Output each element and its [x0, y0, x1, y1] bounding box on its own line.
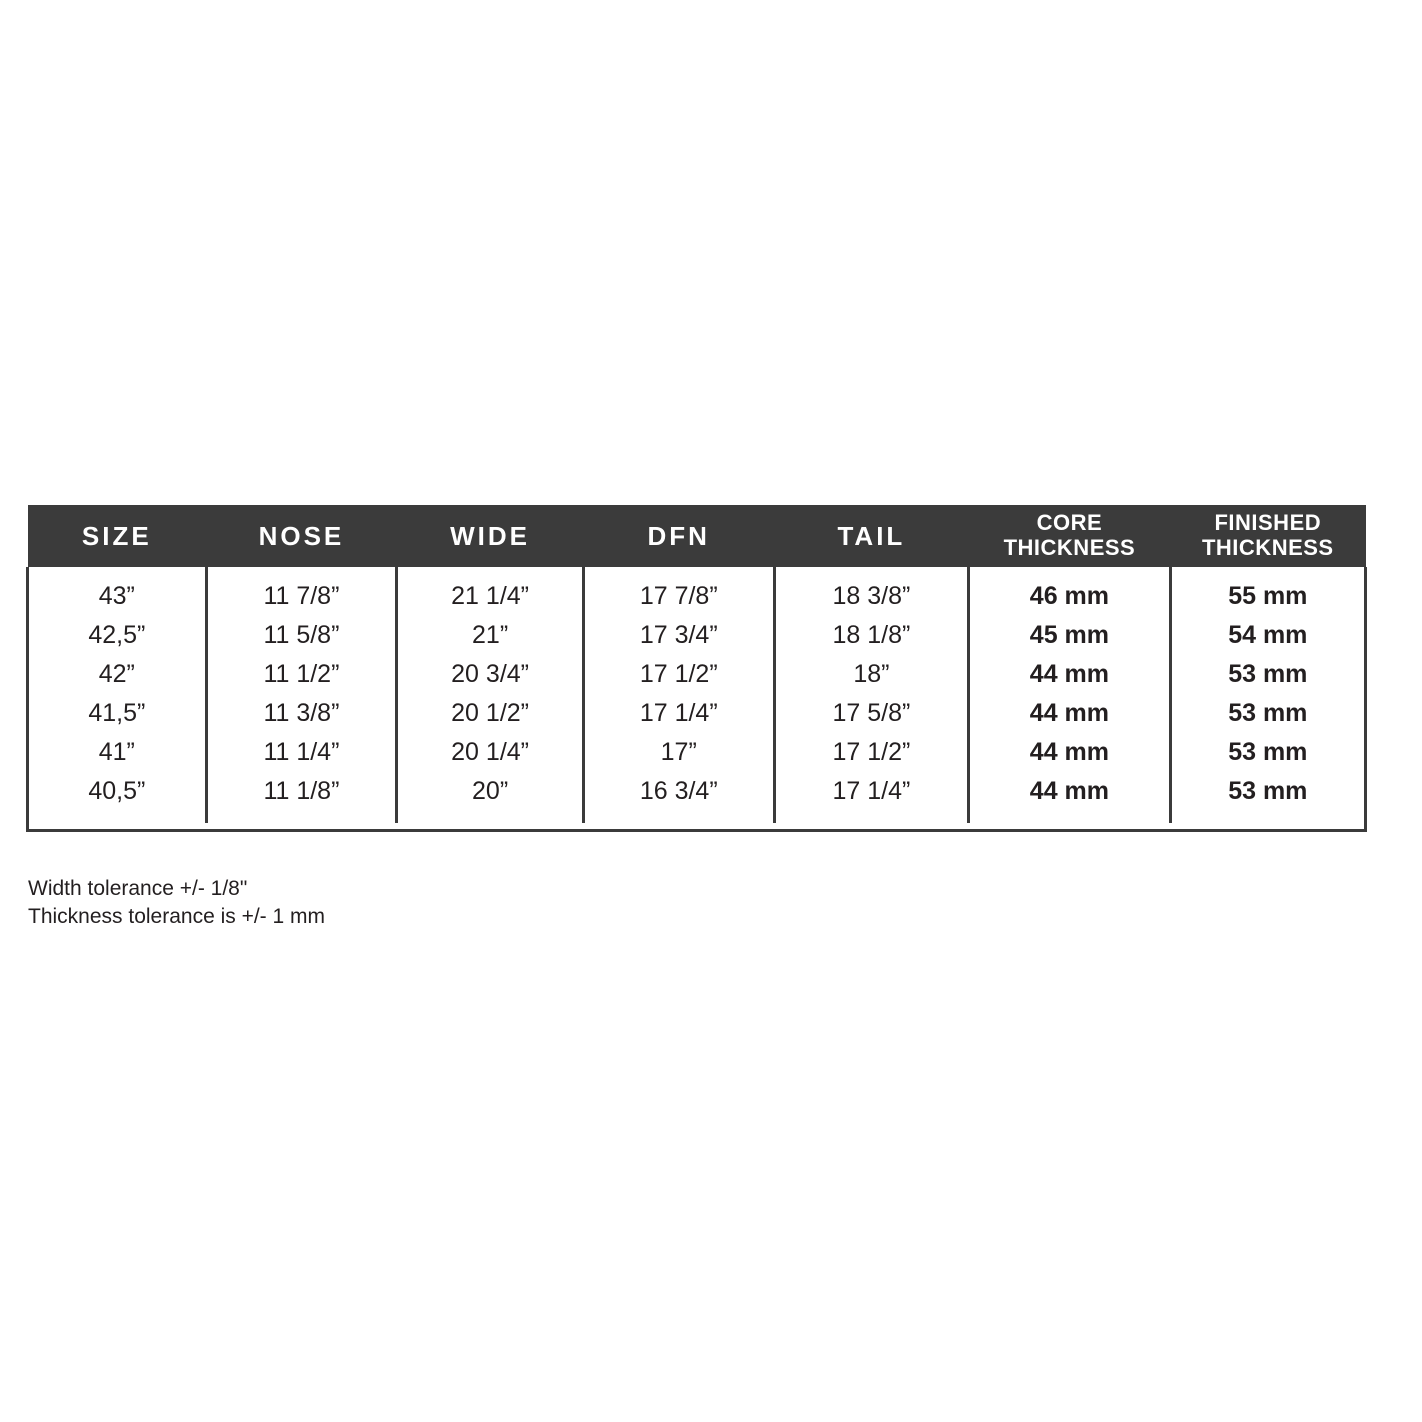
cell-finished-thickness: 54 mm: [1170, 616, 1365, 655]
cell-tail: 18 1/8”: [774, 616, 969, 655]
size-chart-table: [26, 505, 1367, 823]
table-row: [28, 567, 1366, 616]
column-header-nose: NOSE: [206, 505, 397, 567]
cell-wide: 21”: [397, 616, 584, 655]
cell-finished-thickness: 55 mm: [1170, 567, 1365, 616]
cell-size: 43”: [28, 567, 207, 616]
cell-finished-thickness: 53 mm: [1170, 694, 1365, 733]
cell-nose: 11 7/8”: [206, 567, 397, 616]
tolerance-notes: [28, 875, 325, 932]
cell-core-thickness: 44 mm: [969, 772, 1170, 823]
cell-tail: 18”: [774, 655, 969, 694]
cell-nose: 11 3/8”: [206, 694, 397, 733]
column-header-size: SIZE: [28, 505, 207, 567]
cell-core-thickness: 44 mm: [969, 733, 1170, 772]
table-header: [28, 505, 1366, 567]
cell-dfn: 17 1/4”: [583, 694, 774, 733]
cell-core-thickness: 45 mm: [969, 616, 1170, 655]
cell-core-thickness: 44 mm: [969, 694, 1170, 733]
cell-finished-thickness: 53 mm: [1170, 772, 1365, 823]
column-header-dfn: DFN: [583, 505, 774, 567]
cell-nose: 11 5/8”: [206, 616, 397, 655]
finished-thickness-line1: FINISHED: [1214, 510, 1322, 536]
core-thickness-line2: THICKNESS: [1003, 535, 1136, 560]
cell-wide: 20 3/4”: [397, 655, 584, 694]
cell-nose: 11 1/4”: [206, 733, 397, 772]
cell-size: 42,5”: [28, 616, 207, 655]
cell-wide: 20 1/4”: [397, 733, 584, 772]
size-chart-table-wrapper: [26, 505, 1367, 823]
column-header-wide: WIDE: [397, 505, 584, 567]
core-thickness-line1: CORE: [1036, 510, 1103, 536]
cell-wide: 20”: [397, 772, 584, 823]
cell-nose: 11 1/8”: [206, 772, 397, 823]
cell-wide: 21 1/4”: [397, 567, 584, 616]
cell-dfn: 17 7/8”: [583, 567, 774, 616]
cell-tail: 17 1/2”: [774, 733, 969, 772]
note-thickness-tolerance: Thickness tolerance is +/- 1 mm: [28, 905, 326, 929]
table-row: [28, 733, 1366, 772]
cell-core-thickness: 46 mm: [969, 567, 1170, 616]
cell-dfn: 17 3/4”: [583, 616, 774, 655]
table-row: [28, 772, 1366, 823]
table-row: [28, 694, 1366, 733]
cell-dfn: 16 3/4”: [583, 772, 774, 823]
cell-tail: 18 3/8”: [774, 567, 969, 616]
table-row: [28, 655, 1366, 694]
cell-wide: 20 1/2”: [397, 694, 584, 733]
cell-finished-thickness: 53 mm: [1170, 655, 1365, 694]
cell-dfn: 17 1/2”: [583, 655, 774, 694]
cell-core-thickness: 44 mm: [969, 655, 1170, 694]
table-body: [28, 567, 1366, 823]
header-row: [28, 505, 1366, 567]
cell-size: 41,5”: [28, 694, 207, 733]
cell-finished-thickness: 53 mm: [1170, 733, 1365, 772]
note-width-tolerance: Width tolerance +/- 1/8": [28, 877, 248, 900]
column-header-core-thickness: [969, 505, 1170, 567]
cell-dfn: 17”: [583, 733, 774, 772]
column-header-finished-thickness: [1170, 505, 1365, 567]
column-header-tail: TAIL: [774, 505, 969, 567]
cell-size: 41”: [28, 733, 207, 772]
cell-tail: 17 1/4”: [774, 772, 969, 823]
cell-size: 40,5”: [28, 772, 207, 823]
cell-size: 42”: [28, 655, 207, 694]
cell-tail: 17 5/8”: [774, 694, 969, 733]
cell-nose: 11 1/2”: [206, 655, 397, 694]
finished-thickness-line2: THICKNESS: [1201, 535, 1334, 560]
table-row: [28, 616, 1366, 655]
